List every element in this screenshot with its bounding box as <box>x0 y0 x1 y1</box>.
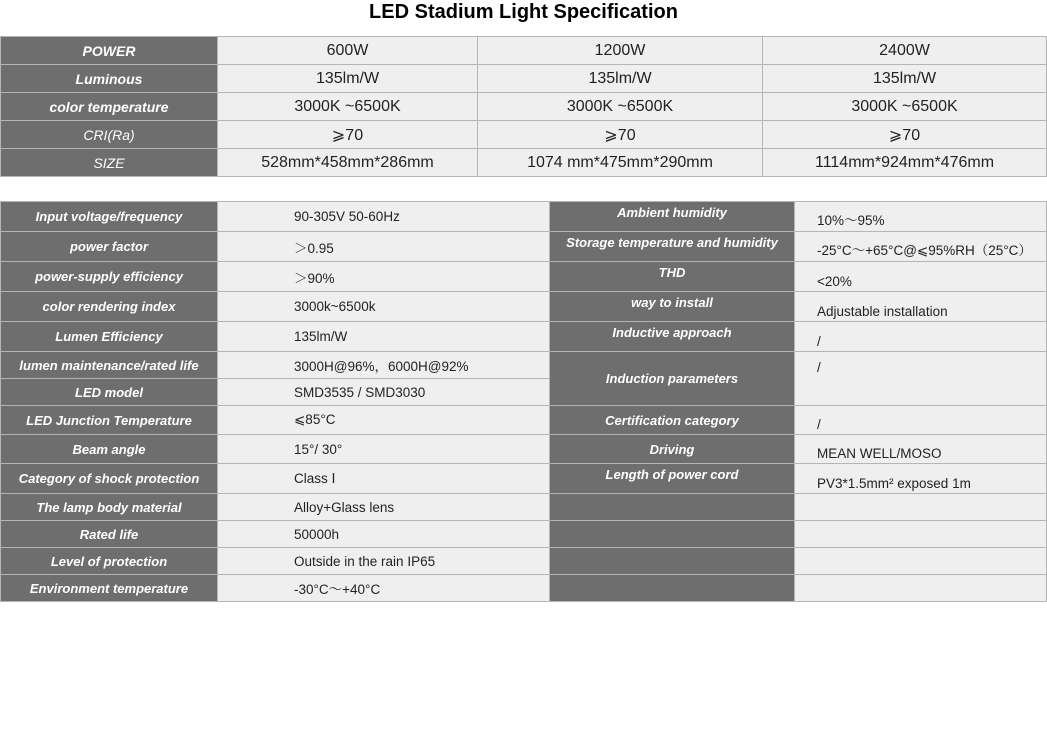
table-cell: 50000h <box>218 521 550 548</box>
table-cell: 135lm/W <box>218 322 550 352</box>
row-label: power factor <box>1 232 218 262</box>
table-row <box>1 202 1047 232</box>
table-row <box>1 93 1047 121</box>
row-label: Ambient humidity <box>550 202 795 232</box>
table-row <box>1 435 1047 464</box>
table-cell: 135lm/W <box>218 65 478 93</box>
table-row <box>1 149 1047 177</box>
row-label: Length of power cord <box>550 464 795 494</box>
table-row <box>1 232 1047 262</box>
table-cell: ＞0.95 <box>218 232 550 262</box>
empty-label-cell <box>550 548 795 575</box>
row-label: LED Junction Temperature <box>1 406 218 435</box>
table-cell: 1074 mm*475mm*290mm <box>478 149 763 177</box>
empty-label-cell <box>550 494 795 521</box>
empty-value-cell <box>795 521 1047 548</box>
detail-spec-table <box>0 201 1047 602</box>
table-cell: 3000K ~6500K <box>478 93 763 121</box>
row-label: SIZE <box>1 149 218 177</box>
table-cell: Alloy+Glass lens <box>218 494 550 521</box>
table-cell: -25°C～+65°C@⩽95%RH（25°C） <box>795 232 1047 262</box>
table-cell: 15°/ 30° <box>218 435 550 464</box>
row-label: Induction parameters <box>550 352 795 406</box>
row-label: Inductive approach <box>550 322 795 352</box>
table-cell: 600W <box>218 37 478 65</box>
table-row <box>1 65 1047 93</box>
empty-value-cell <box>795 494 1047 521</box>
row-label: The lamp body material <box>1 494 218 521</box>
table-row <box>1 521 1047 548</box>
row-label: Level of protection <box>1 548 218 575</box>
table-cell: 3000H@96%，6000H@92% <box>218 352 550 379</box>
table-cell: / <box>795 322 1047 352</box>
table-cell: Outside in the rain IP65 <box>218 548 550 575</box>
row-label: THD <box>550 262 795 292</box>
table-row <box>1 406 1047 435</box>
table-cell: 3000K ~6500K <box>763 93 1047 121</box>
table-cell: Class Ⅰ <box>218 464 550 494</box>
row-label: color temperature <box>1 93 218 121</box>
table-cell: ⩽85°C <box>218 406 550 435</box>
table-cell: SMD3535 / SMD3030 <box>218 379 550 406</box>
row-label: POWER <box>1 37 218 65</box>
table-cell: -30°C～+40°C <box>218 575 550 602</box>
row-label: Input voltage/frequency <box>1 202 218 232</box>
row-label: Lumen Efficiency <box>1 322 218 352</box>
table-row <box>1 494 1047 521</box>
row-label: power-supply efficiency <box>1 262 218 292</box>
row-label: CRI(Ra) <box>1 121 218 149</box>
row-label: Driving <box>550 435 795 464</box>
table-cell: 3000k~6500k <box>218 292 550 322</box>
table-cell: 2400W <box>763 37 1047 65</box>
table-cell: ⩾70 <box>763 121 1047 149</box>
empty-label-cell <box>550 521 795 548</box>
table-row <box>1 121 1047 149</box>
table-cell: / <box>795 352 1047 406</box>
table-cell: MEAN WELL/MOSO <box>795 435 1047 464</box>
row-label: LED model <box>1 379 218 406</box>
row-label: Storage temperature and humidity <box>550 232 795 262</box>
empty-value-cell <box>795 575 1047 602</box>
table-cell: PV3*1.5mm² exposed 1m <box>795 464 1047 494</box>
table-row <box>1 352 1047 379</box>
table-cell: 528mm*458mm*286mm <box>218 149 478 177</box>
row-label: Luminous <box>1 65 218 93</box>
row-label: Rated life <box>1 521 218 548</box>
row-label: lumen maintenance/rated life <box>1 352 218 379</box>
table-row <box>1 292 1047 322</box>
row-label: color rendering index <box>1 292 218 322</box>
table-cell: Adjustable installation <box>795 292 1047 322</box>
table-cell: / <box>795 406 1047 435</box>
table-cell: 3000K ~6500K <box>218 93 478 121</box>
table-cell: 1200W <box>478 37 763 65</box>
table-row <box>1 548 1047 575</box>
table-row <box>1 322 1047 352</box>
table-cell: 90-305V 50-60Hz <box>218 202 550 232</box>
row-label: Beam angle <box>1 435 218 464</box>
table-row <box>1 464 1047 494</box>
page-title: LED Stadium Light Specification <box>369 1 678 23</box>
row-label: Environment temperature <box>1 575 218 602</box>
table-row <box>1 575 1047 602</box>
table-cell: 1114mm*924mm*476mm <box>763 149 1047 177</box>
row-label: Certification category <box>550 406 795 435</box>
table-cell: 10%～95% <box>795 202 1047 232</box>
table-cell: <20% <box>795 262 1047 292</box>
table-cell: ⩾70 <box>478 121 763 149</box>
table-cell: 135lm/W <box>478 65 763 93</box>
power-spec-table <box>0 36 1047 177</box>
empty-label-cell <box>550 575 795 602</box>
table-cell: ＞90% <box>218 262 550 292</box>
table-cell: ⩾70 <box>218 121 478 149</box>
row-label: Category of shock protection <box>1 464 218 494</box>
table-row <box>1 262 1047 292</box>
table-cell: 135lm/W <box>763 65 1047 93</box>
empty-value-cell <box>795 548 1047 575</box>
row-label: way to install <box>550 292 795 322</box>
table-row <box>1 37 1047 65</box>
